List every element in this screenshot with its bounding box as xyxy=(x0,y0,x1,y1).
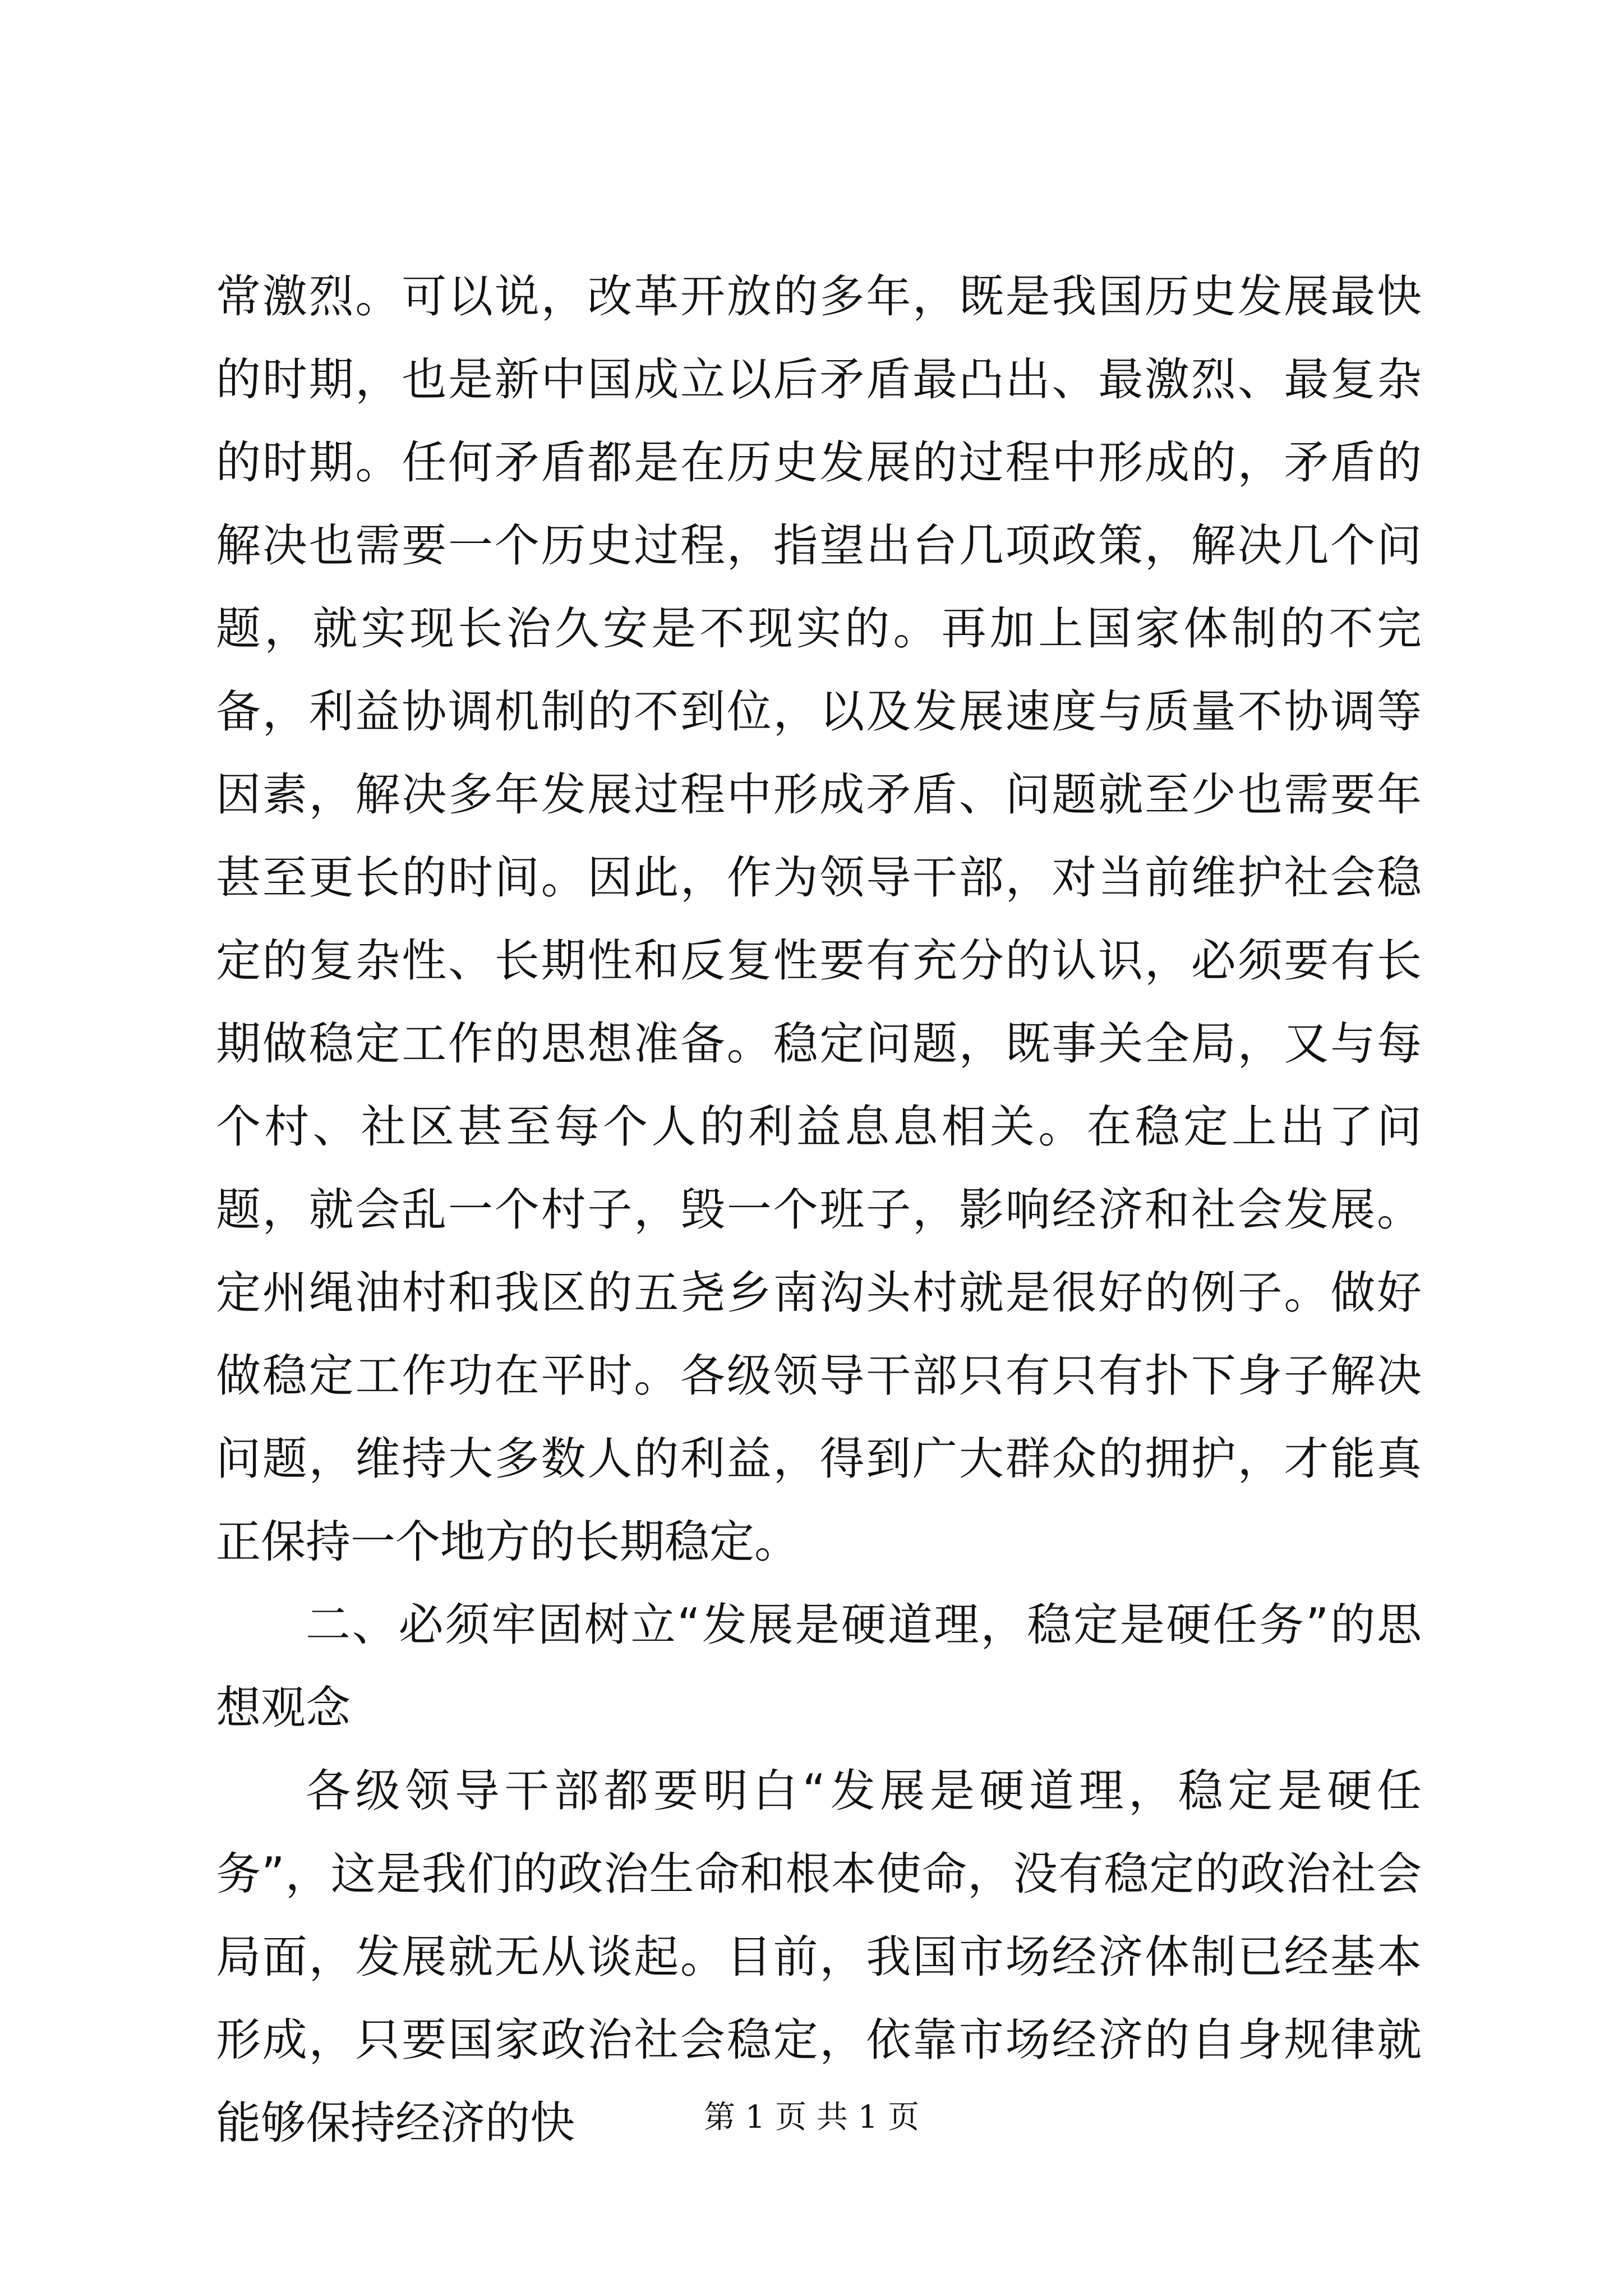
document-body xyxy=(216,255,1422,2165)
paragraph-body: 各级领导干部都要明白“发展是硬道理，稳定是硬任务”，这是我们的政治生命和根本使命，没有稳定的政治社会局面，发展就无从谈起。目前，我国市场经济体制已经基本形成，只要国家政治社会稳定，依靠市场经济的自身规律就能够保持经济的快 xyxy=(216,1765,1422,2149)
section-heading: 二、必须牢固树立“发展是硬道理，稳定是硬任务”的思想观念 xyxy=(216,1599,1422,1734)
paragraph-continuation: 常激烈。可以说，改革开放的多年，既是我国历史发展最快的时期，也是新中国成立以后矛盾最凸出、最激烈、最复杂的时期。任何矛盾都是在历史发展的过程中形成的，矛盾的解决也需要一个历史过程，指望出台几项政策，解决几个问题，就实现长治久安是不现实的。再加上国家体制的不完备，利益协调机制的不到位，以及发展速度与质量不协调等因素，解决多年发展过程中形成矛盾、问题就至少也需要年甚至更长的时间。因此，作为领导干部，对当前维护社会稳定的复杂性、长期性和反复性要有充分的认识，必须要有长期做稳定工作的思想准备。稳定问题，既事关全局，又与每个村、社区甚至每个人的利益息息相关。在稳定上出了问题，就会乱一个村子，毁一个班子，影响经济和社会发展。定州绳油村和我区的五尧乡南沟头村就是很好的例子。做好做稳定工作功在平时。各级领导干部只有只有扑下身子解决问题，维持大多数人的利益，得到广大群众的拥护，才能真正保持一个地方的长期稳定。 xyxy=(216,270,1422,1568)
page-footer: 第 1 页 共 1 页 xyxy=(703,2099,920,2136)
